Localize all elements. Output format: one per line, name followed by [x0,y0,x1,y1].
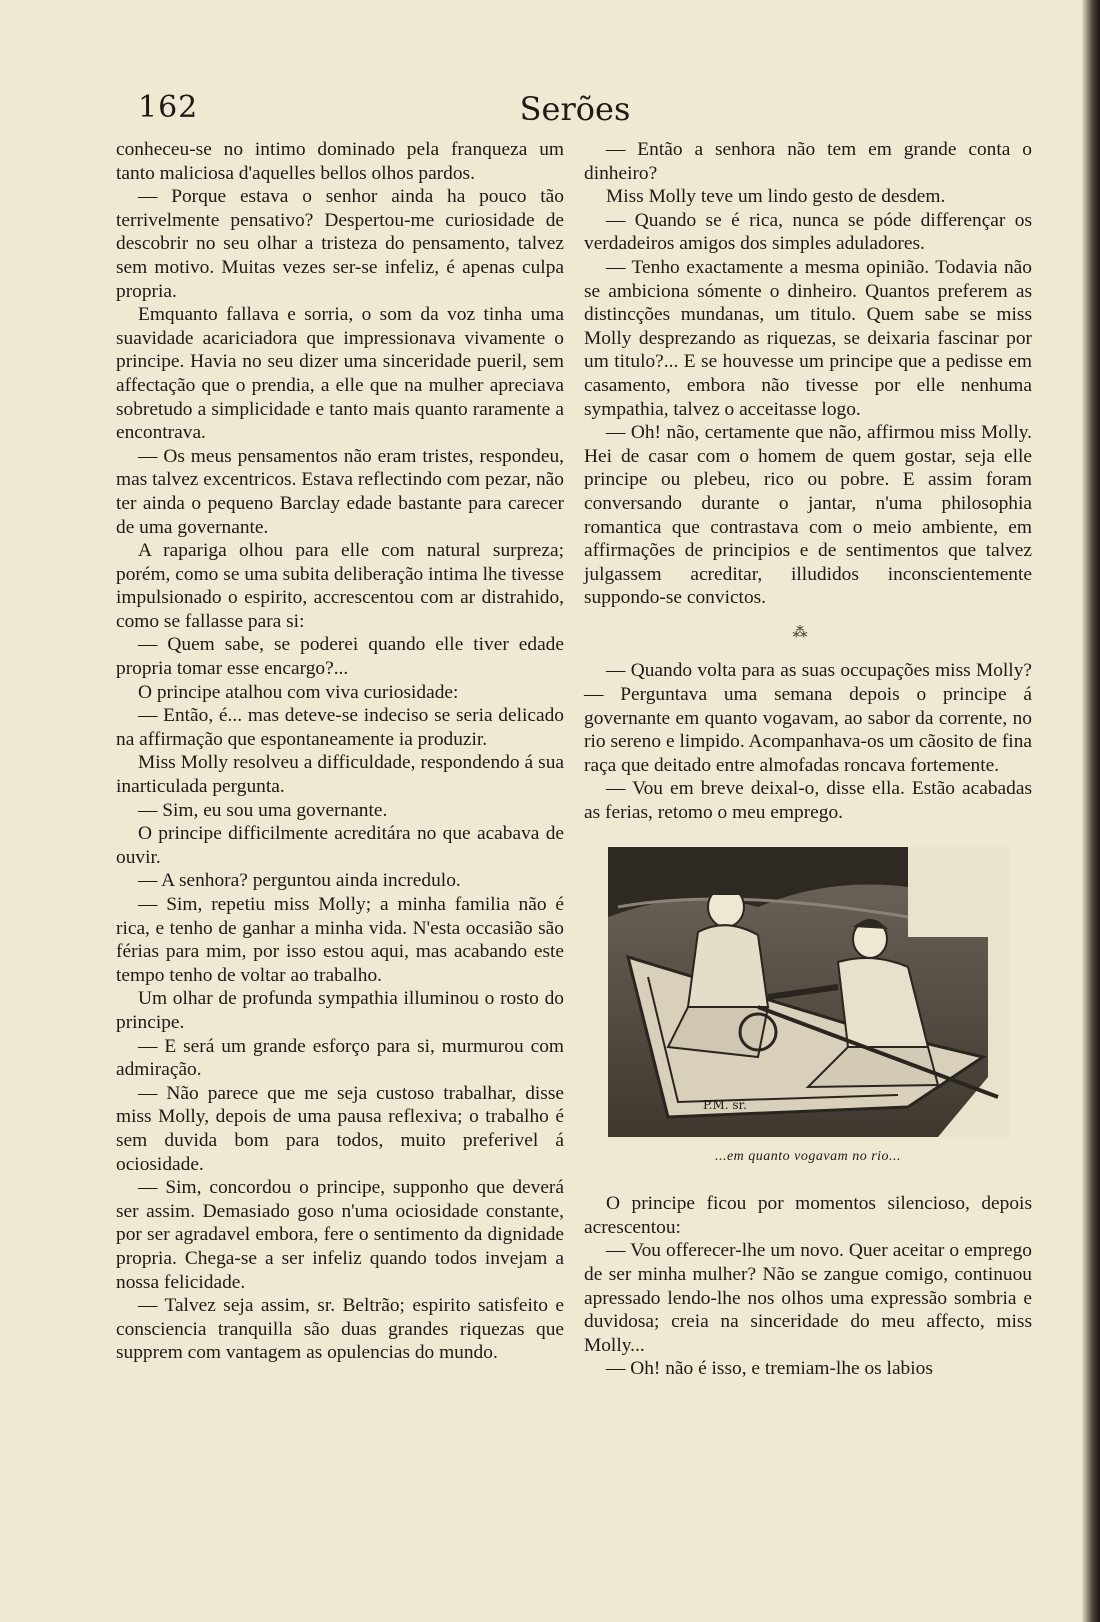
paragraph: — Então a senhora não tem em grande conta o dinheiro? [584,139,1032,184]
paragraph: — Sim, concordou o principe, supponho que deverá ser assim. Demasiado goso n'uma ociosidade constante, por ser agradavel embora, fere o sentimento da dignidade propria. Chega-se a ser infeliz quando todos invejam a nossa felicidade. [116,1177,564,1293]
paragraph: — Então, é... mas deteve-se indeciso se seria delicado na affirmação que espontaneamente ia produzir. [116,705,564,750]
paragraph: O principe difficilmente acreditára no que acabava de ouvir. [116,823,564,868]
page-header [116,84,1034,144]
paragraph: — Quem sabe, se poderei quando elle tiver edade propria tomar esse encargo?... [116,634,564,680]
paragraph: Miss Molly teve um lindo gesto de desdem. [606,186,946,208]
paragraph: — Quando se é rica, nunca se póde differençar os verdadeiros amigos dos simples aduladores. [584,209,1032,255]
paragraph: — Porque estava o senhor ainda ha pouco tão terrivelmente pensativo? Despertou-me curiosidade de descobrir no seu olhar a tristeza do pensamento, talvez sem motivo. Muitas vezes ser-se infeliz, é apenas culpa propria. [116,186,564,302]
running-title: Serões [519,90,631,128]
paragraph: — Os meus pensamentos não eram tristes, respondeu, mas talvez excentricos. Estava reflectindo com pezar, não ter ainda o pequeno Barclay edade bastante para carecer de uma governante. [116,445,564,538]
paragraph: — Tenho exactamente a mesma opinião. Todavia não se ambiciona sómente o dinheiro. Quantos preferem as distincções mundanas, um titulo. Quem sabe se miss Molly desprezando as riquezas, se deixaria fascinar por um titulo?... E se houvesse um principe que a pedisse em casamento, embora não tivesse por elle nenhuma sympathia, talvez o acceitasse logo. [584,256,1032,420]
page-edge [1082,0,1100,1622]
paragraph: Um olhar de profunda sympathia illuminou o rosto do principe. [116,988,564,1033]
paragraph: A rapariga olhou para elle com natural surpreza; porém, como se uma subita deliberação intima lhe tivesse impulsionado o espirito, accrescentou com ar distrahido, como se fallasse para si: [116,540,564,632]
paragraph: — Quando volta para as suas occupações miss Molly?— Perguntava uma semana depois o principe á governante em quanto vogavam, ao sabor da corrente, no rio sereno e limpido. Acompanhava-os um cãosito de fina raça que deitado entre almofadas roncava fortemente. [584,660,1032,776]
paragraph: O principe atalhou com viva curiosidade: [138,681,459,703]
paragraph: — Sim, repetiu miss Molly; a minha familia não é rica, e tenho de ganhar a minha vida. N'esta occasião são férias para mim, por isso estou aqui, mas acabando este tempo tenho de voltar ao trabalho. [116,894,564,986]
illustration-signature: P.M. sr. [703,1097,747,1112]
paragraph: — Oh! não, certamente que não, affirmou miss Molly. Hei de casar com o homem de quem gostar, seja elle principe ou plebeu, rico ou pobre. E assim foram conversando durante o jantar, n'uma philosophia romantica que contrastava com o meio ambiente, em affirmações de principios e de sentimentos que talvez julgassem acreditar, illudidos inconscientemente suppondo-se convictos. [584,422,1032,609]
paragraph: Emquanto fallava e sorria, o som da voz tinha uma suavidade acariciadora que impressionava vivamente o principe. Havia no seu dizer uma sinceridade pueril, sem affectação que o prendia, a elle que na mulher apreciava sobretudo a simplicidade e tanto mais quanto raramente a encontrava. [116,304,564,444]
paragraph: — E será um grande esforço para si, murmurou com admiração. [116,1035,564,1081]
paragraph: Miss Molly resolveu a difficuldade, respondendo á sua inarticulada pergunta. [116,752,564,798]
paragraph: — Vou em breve deixal-o, disse ella. Estão acabadas as ferias, retomo o meu emprego. [584,778,1032,824]
paragraph: — Oh! não é isso, e tremiam-lhe os labios [606,1358,933,1380]
paragraph: — A senhora? perguntou ainda incredulo. [138,870,461,892]
paragraph: — Sim, eu sou uma governante. [138,799,388,821]
left-column [116,138,564,1365]
paragraph: — Vou offerecer-lhe um novo. Quer aceitar o emprego de ser minha mulher? Não se zangue comigo, continuou apressado lendo-lhe nos olhos uma expressão sombria e duvidosa; creia na sinceridade do meu affecto, miss Molly... [584,1240,1032,1356]
illustration-drawing [608,847,1010,1137]
paragraph: — Não parece que me seja custoso trabalhar, disse miss Molly, depois de uma pausa reflexiva; o trabalho é sem duvida bom para todos, muito preferivel á ociosidade. [116,1082,564,1175]
right-column [584,138,1032,1381]
section-ornament: ⁂ [792,624,824,641]
page-number: 162 [138,90,199,125]
boat-illustration [608,847,1010,1137]
paragraph: — Talvez seja assim, sr. Beltrão; espirito satisfeito e consciencia tranquilla são duas grandes riquezas que supprem com vantagem as opulencias do mundo. [116,1295,564,1364]
illustration-caption: ...em quanto vogavam no rio... [714,1148,902,1164]
paragraph: O principe ficou por momentos silencioso, depois acrescentou: [584,1193,1032,1238]
paragraph: conheceu-se no intimo dominado pela franqueza um tanto maliciosa d'aquelles bellos olhos pardos. [116,139,564,184]
